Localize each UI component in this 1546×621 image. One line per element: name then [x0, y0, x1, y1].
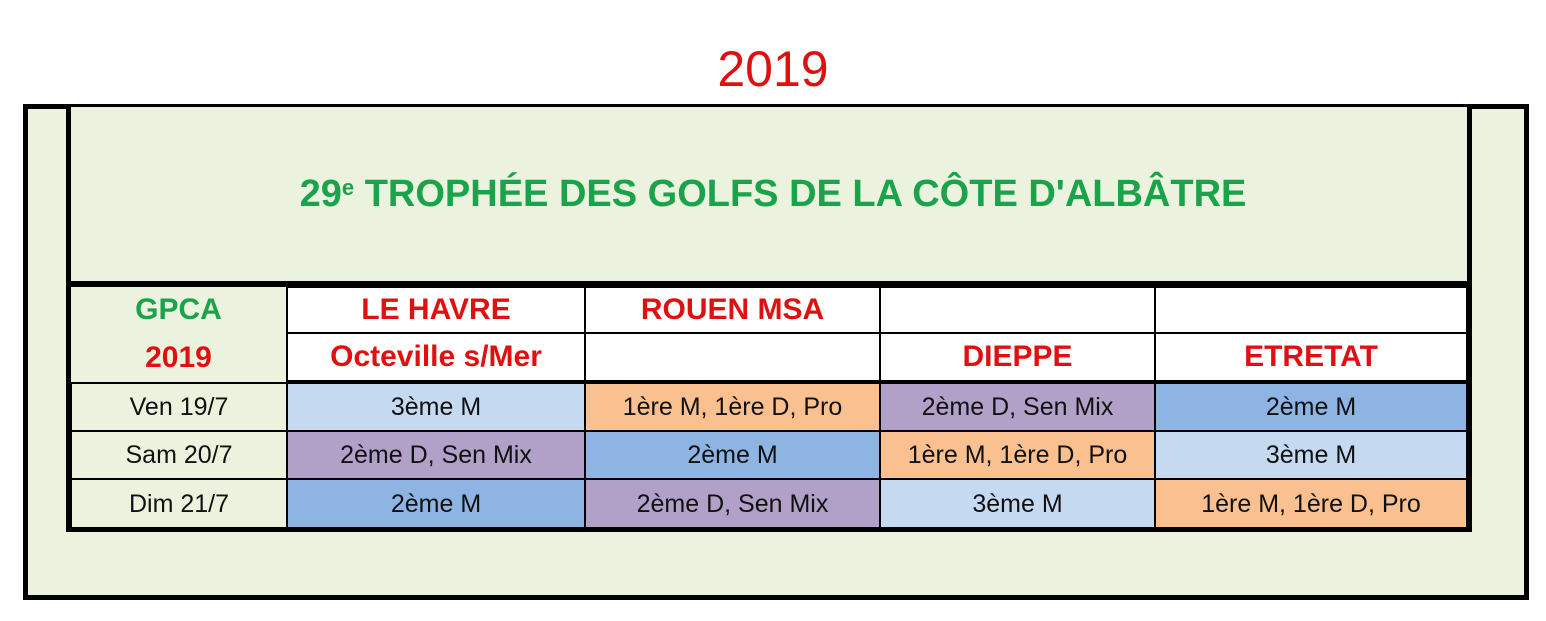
column-header-1-top: LE HAVRE: [286, 286, 586, 334]
title-number: 29: [299, 173, 342, 215]
row-3-cell-1: 2ème M: [286, 478, 586, 530]
column-header-3-bottom: DIEPPE: [879, 332, 1156, 382]
row-2-cell-2: 2ème M: [584, 430, 881, 480]
row-1-cell-3: 2ème D, Sen Mix: [879, 382, 1156, 432]
row-3-day: Dim 21/7: [70, 478, 288, 530]
year-heading: 2019: [717, 41, 829, 97]
column-header-2-top: ROUEN MSA: [584, 286, 881, 334]
row-2-day: Sam 20/7: [70, 430, 288, 480]
column-header-1-bottom: Octeville s/Mer: [286, 332, 586, 382]
column-header-4-bottom: ETRETAT: [1154, 332, 1468, 382]
tournament-title: [0, 163, 1546, 225]
title-text: TROPHÉE DES GOLFS DE LA CÔTE D'ALBÂTRE: [354, 173, 1247, 215]
row-2-cell-4: 3ème M: [1154, 430, 1468, 480]
column-header-4-top: [1154, 286, 1468, 334]
row-1-day: Ven 19/7: [70, 382, 288, 432]
row-3-cell-4: 1ère M, 1ère D, Pro: [1154, 478, 1468, 530]
column-header-3-top: [879, 286, 1156, 334]
row-1-cell-4: 2ème M: [1154, 382, 1468, 432]
row-2-cell-3: 1ère M, 1ère D, Pro: [879, 430, 1156, 480]
row-2-cell-1: 2ème D, Sen Mix: [286, 430, 586, 480]
corner-header-bottom: 2019: [70, 334, 287, 382]
row-3-cell-3: 3ème M: [879, 478, 1156, 530]
row-1-cell-1: 3ème M: [286, 382, 586, 432]
row-1-cell-2: 1ère M, 1ère D, Pro: [584, 382, 881, 432]
column-header-2-bottom: [584, 332, 881, 382]
corner-header-top: GPCA: [70, 286, 287, 334]
title-superscript: e: [341, 175, 355, 200]
row-3-cell-2: 2ème D, Sen Mix: [584, 478, 881, 530]
